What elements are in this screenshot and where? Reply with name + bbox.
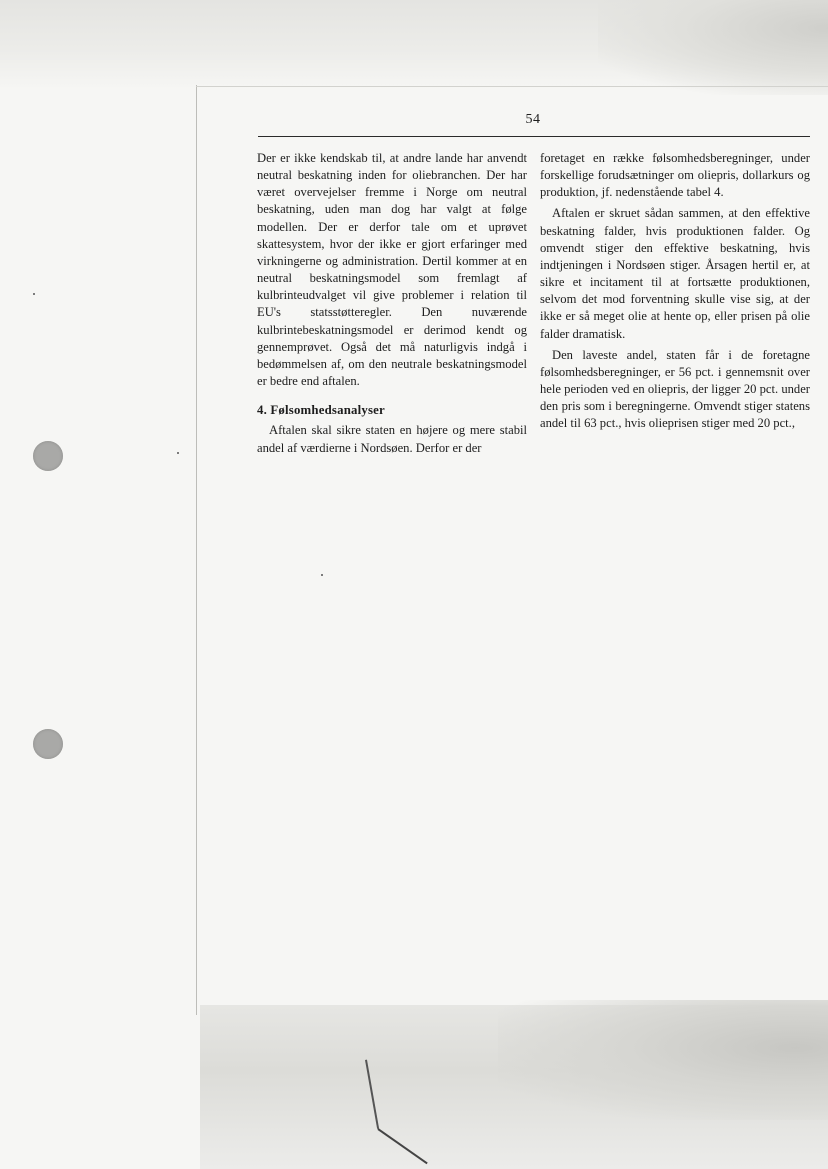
right-column	[540, 150, 810, 433]
header-rule	[258, 136, 810, 137]
body-paragraph: Aftalen skal sikre staten en højere og mere stabil andel af værdierne i Nordsøen. Derfor er der	[257, 423, 527, 455]
page-number: 54	[525, 112, 541, 127]
left-column	[257, 150, 527, 457]
body-paragraph: Aftalen er skruet sådan sammen, at den effektive beskatning falder, hvis produktionen falder. Og omvendt stiger den effektive beskatning, hvis indtjeningen i Nordsøen stiger. Årsagen hertil er, at sikre et incitament til at fortsætte produktionen, selvom det mod forventning skulle vise sig, at der ikke er så meget olie at hente op, eller prisen på olie falder dramatisk.	[540, 206, 810, 341]
body-paragraph: foretaget en række følsomhedsberegninger, under forskellige forudsætninger om oliepris, dollarkurs og produktion, jf. nedenstående tabel 4.	[540, 151, 810, 200]
section-heading: 4. Følsomhedsanalyser	[257, 403, 385, 418]
scan-shadow-bottom-right	[498, 1000, 828, 1120]
scan-speck	[321, 574, 323, 576]
body-paragraph: Den laveste andel, staten får i de foretagne følsomhedsberegninger, er 56 pct. i gennemsnit over hele perioden ved en oliepris, der ligger 20 pct. under den pris som i beregningerne. Omvendt stiger statens andel til 63 pct., hvis olieprisen stiger med 20 pct.,	[540, 347, 810, 431]
page-edge-top	[196, 86, 828, 87]
scan-speck	[33, 293, 35, 295]
scan-speck	[177, 452, 179, 454]
scan-shadow-top-right	[598, 0, 828, 95]
binder-hole-upper	[33, 441, 63, 471]
body-paragraph: Der er ikke kendskab til, at andre lande har anvendt neutral beskatning inden for oliebranchen. Der har været overvejelser fremme i Norge om neutral beskatning, uden man dog har valgt at følge modellen. Der er derfor tale om et uprøvet skattesystem, hvor der ikke er gjort erfaringer med virkningerne og administration. Dertil kommer at en neutral beskatningsmodel som fremlagt af kulbrinteudvalget vil give problemer i relation til EU's statsstøtteregler. Den nuværende kulbrintebeskatningsmodel er derimod kendt og gennemprøvet. Også det må naturligvis indgå i bedømmelsen af, om den neutrale beskatningsmodel er bedre end aftalen.	[257, 151, 527, 389]
binder-hole-lower	[33, 729, 63, 759]
page-edge-left	[196, 85, 197, 1015]
